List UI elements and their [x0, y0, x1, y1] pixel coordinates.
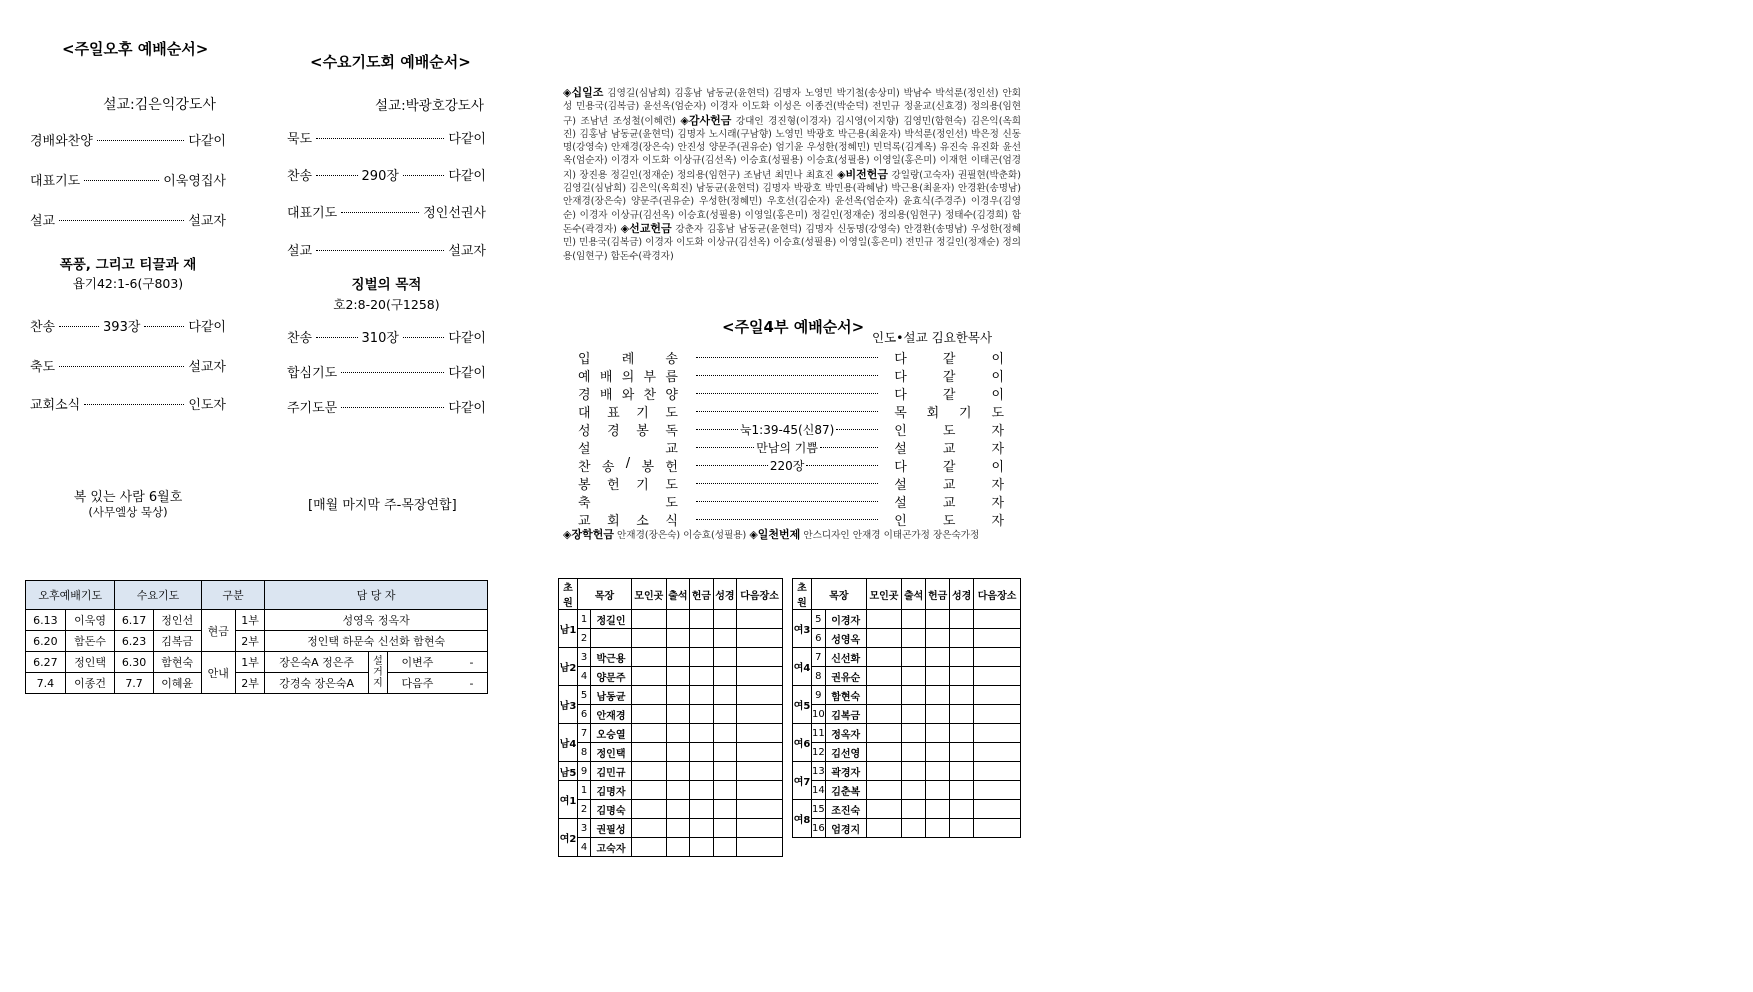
check-cell[interactable]: [950, 629, 974, 648]
table-row: 여7 13 곽경자: [793, 762, 1021, 781]
order-item: 설 교 만남의 기쁨 설 교 자: [578, 440, 1004, 457]
check-cell[interactable]: [666, 781, 690, 800]
check-cell[interactable]: [737, 743, 783, 762]
check-cell[interactable]: [666, 610, 690, 629]
scholarship-names: 안재경(장은숙) 이승효(성필용): [617, 530, 747, 541]
sunday-pm-sermon-ref: 욥기42:1-6(구803): [72, 276, 184, 291]
check-cell[interactable]: [902, 781, 926, 800]
check-cell[interactable]: [690, 781, 714, 800]
order-item: 예 배 의 부 름 다 같 이: [578, 369, 1004, 385]
table-row: 2 김명숙: [559, 800, 783, 819]
group-cell: 여4: [793, 648, 812, 686]
member-name: 정길인: [591, 610, 632, 629]
sunday4-leader: 인도•설교 김요한목사: [872, 330, 993, 345]
check-cell[interactable]: [666, 648, 690, 667]
check-cell[interactable]: [926, 762, 950, 781]
check-cell[interactable]: [974, 648, 1021, 667]
table-row: 8 권유순: [793, 667, 1021, 686]
order-item: 묵도 다같이: [287, 132, 486, 147]
member-name: 조진숙: [825, 800, 866, 819]
check-cell[interactable]: [666, 629, 690, 648]
check-cell[interactable]: [666, 819, 690, 838]
wednesday-sermon-ref: 호2:8-20(구1258): [333, 297, 440, 312]
group-usher: 안내: [201, 652, 235, 694]
check-cell[interactable]: [632, 705, 667, 724]
table-row: 여4 7 신선화: [793, 648, 1021, 667]
attendance-header: 출석: [666, 579, 690, 610]
check-cell[interactable]: [926, 819, 950, 838]
attendance-header: 목장: [812, 579, 867, 610]
order-item: 대표기도 정인선권사: [287, 206, 486, 221]
order-item: 찬 송 / 봉 헌 220장 다 같 이: [578, 455, 1004, 475]
check-cell[interactable]: [666, 667, 690, 686]
order-item: 경배와찬양 다같이: [30, 134, 226, 149]
check-cell[interactable]: [666, 705, 690, 724]
check-cell[interactable]: [974, 781, 1021, 800]
attendance-header: 성경: [950, 579, 974, 610]
check-cell[interactable]: [737, 686, 783, 705]
check-cell[interactable]: [737, 629, 783, 648]
check-cell[interactable]: [974, 629, 1021, 648]
table-row: 여5 9 함현숙: [793, 686, 1021, 705]
duty-schedule-table: [25, 580, 488, 694]
check-cell[interactable]: [974, 762, 1021, 781]
check-cell[interactable]: [713, 781, 737, 800]
attendance-header: 목장: [578, 579, 632, 610]
check-cell[interactable]: [737, 610, 783, 629]
check-cell[interactable]: [632, 781, 667, 800]
check-cell[interactable]: [737, 667, 783, 686]
member-name: 안재경: [591, 705, 632, 724]
check-cell[interactable]: [926, 667, 950, 686]
check-cell[interactable]: [902, 667, 926, 686]
table-row: 14 김춘복: [793, 781, 1021, 800]
check-cell[interactable]: [713, 610, 737, 629]
check-cell[interactable]: [902, 648, 926, 667]
member-name: 이경자: [825, 610, 866, 629]
check-cell[interactable]: [737, 762, 783, 781]
check-cell[interactable]: [690, 724, 714, 743]
check-cell[interactable]: [974, 610, 1021, 629]
group-cell: 남2: [559, 648, 578, 686]
table-row: 2: [559, 629, 783, 648]
member-name: 고숙자: [591, 838, 632, 857]
order-item: 교 회 소 식 인 도 자: [578, 513, 1004, 529]
check-cell[interactable]: [666, 724, 690, 743]
attendance-header: 다음장소: [737, 579, 783, 610]
check-cell[interactable]: [926, 648, 950, 667]
order-item: 주기도문 다같이: [287, 401, 486, 416]
offerings-extra: [563, 528, 1023, 542]
check-cell[interactable]: [690, 629, 714, 648]
group-cell: 남3: [559, 686, 578, 724]
check-cell[interactable]: [902, 819, 926, 838]
table-row: 7.4 이종건 7.7 이혜윤 2부 강경숙 장은숙A 다음주 -: [26, 673, 488, 694]
check-cell[interactable]: [690, 705, 714, 724]
header-afternoon-prayer: 오후예배기도: [26, 581, 115, 610]
thanks-names: 강대인 경진형(이경자) 김시영(이지향) 김영민(함현숙) 김은익(옥희진) 김홍남 남동균(윤현덕) 김명자 노시래(구남향) 노영민 박광호 박근용(최윤자) 박석룬(정인선) 박은정 신동명(강영숙) 안재경(장은숙) 안진성 양문주(권유순) 엄기윤 우성한(정혜민) 민덕록(김계옥) 유진숙 유진화 윤선옥(엄순자) 이경자 이도화 이상규(김선옥) 이승효(성필용) 이승효(성필용) 이영일(홍은미) 이재헌 이태곤(엄경지) 장진용 정길인(정재순) 정의용(임현구) 조남년 최민나 최효진: [563, 115, 1021, 181]
member-name: 김명자: [591, 781, 632, 800]
check-cell[interactable]: [666, 686, 690, 705]
check-cell[interactable]: [866, 610, 901, 629]
order-item: 설교 설교자: [30, 214, 226, 229]
attendance-header: 모인곳: [866, 579, 901, 610]
check-cell[interactable]: [866, 705, 901, 724]
check-cell[interactable]: [690, 648, 714, 667]
check-cell[interactable]: [713, 819, 737, 838]
check-cell[interactable]: [902, 762, 926, 781]
order-item: 찬송 393장 다같이: [30, 320, 226, 335]
header-wednesday-prayer: 수요기도: [115, 581, 201, 610]
thousand-label: ◈일천번제: [749, 528, 801, 541]
dishwashing-label: 설거지: [368, 652, 387, 694]
member-name: 박근용: [591, 648, 632, 667]
header-in-charge: 담 당 자: [265, 581, 488, 610]
check-cell[interactable]: [690, 838, 714, 857]
table-row: 4 고숙자: [559, 838, 783, 857]
tithe-names: 김영길(심남희) 김홍남 남동균(윤현덕) 김명자 노영민 박기철(송상미) 박남수 박석룬(정인선) 안회성 민용국(김복금) 윤선옥(엄순자) 이경자 이도화 이성은 이종건(박순덕) 전민규 정윤교(신효경) 정의용(임현구) 조남년 조성철(이혜련): [563, 88, 1021, 127]
table-row: 여6 11 정옥자: [793, 724, 1021, 743]
vision-names: 강일랑(고숙자) 권필현(박춘화) 김영길(심남희) 김은익(옥희진) 남동균(윤현덕) 김명자 박광호 박민용(곽혜남) 박근용(최윤자) 안경환(송명남) 안재경(장은숙) 양문주(권유순) 우성한(정혜민) 우호선(김순자) 윤선옥(엄순자) 윤효식(주경주) 이경우(김영순) 이경자 이상규(김선옥) 이승효(성필용) 이영일(홍은미) 정길인(정재순) 정의용(임현구) 정태수(김경희) 함돈수(곽경자): [563, 169, 1021, 235]
member-name: 엄경지: [825, 819, 866, 838]
table-row: 4 양문주: [559, 667, 783, 686]
sunday-pm-sermon-title: 폭풍, 그리고 티끌과 재: [59, 257, 197, 273]
wednesday-sermon-title: 징벌의 목적: [351, 277, 422, 293]
check-cell[interactable]: [950, 610, 974, 629]
offerings-list: [563, 86, 1021, 306]
order-item: 설교 설교자: [287, 244, 486, 259]
check-cell[interactable]: [950, 648, 974, 667]
check-cell[interactable]: [632, 800, 667, 819]
member-name: 양문주: [591, 667, 632, 686]
check-cell[interactable]: [866, 819, 901, 838]
table-row: 여2 3 권필성: [559, 819, 783, 838]
check-cell[interactable]: [690, 610, 714, 629]
check-cell[interactable]: [926, 610, 950, 629]
check-cell[interactable]: [632, 819, 667, 838]
check-cell[interactable]: [926, 629, 950, 648]
check-cell[interactable]: [690, 800, 714, 819]
mission-label: ◈선교헌금: [620, 221, 672, 235]
sunday-pm-title: <주일오후 예배순서>: [62, 40, 209, 58]
check-cell[interactable]: [950, 781, 974, 800]
check-cell[interactable]: [666, 743, 690, 762]
member-name: 김복금: [825, 705, 866, 724]
table-row: 10 김복금: [793, 705, 1021, 724]
member-name: 권필성: [591, 819, 632, 838]
check-cell[interactable]: [974, 686, 1021, 705]
check-cell[interactable]: [690, 686, 714, 705]
member-name: 김선영: [825, 743, 866, 762]
member-name: 김춘복: [825, 781, 866, 800]
sunday4-title: <주일4부 예배순서>: [722, 318, 865, 336]
check-cell[interactable]: [666, 838, 690, 857]
table-row: 여1 1 김명자: [559, 781, 783, 800]
attendance-header: 성경: [713, 579, 737, 610]
check-cell[interactable]: [974, 705, 1021, 724]
table-row: 12 김선영: [793, 743, 1021, 762]
member-name: [591, 629, 632, 648]
order-item: 축도 설교자: [30, 360, 226, 375]
order-item: 성 경 봉 독 눅1:39-45(신87) 인 도 자: [578, 422, 1004, 439]
attendance-header: 출석: [902, 579, 926, 610]
table-row: 여8 15 조진숙: [793, 800, 1021, 819]
order-item: 봉 헌 기 도 설 교 자: [578, 477, 1004, 493]
check-cell[interactable]: [632, 838, 667, 857]
check-cell[interactable]: [713, 686, 737, 705]
check-cell[interactable]: [950, 686, 974, 705]
check-cell[interactable]: [902, 743, 926, 762]
check-cell[interactable]: [902, 705, 926, 724]
check-cell[interactable]: [926, 724, 950, 743]
check-cell[interactable]: [632, 762, 667, 781]
member-name: 권유순: [825, 667, 866, 686]
group-cell: 남5: [559, 762, 578, 781]
table-row: 남1 1 정길인: [559, 610, 783, 629]
check-cell[interactable]: [974, 724, 1021, 743]
check-cell[interactable]: [950, 724, 974, 743]
member-name: 오승열: [591, 724, 632, 743]
check-cell[interactable]: [690, 743, 714, 762]
attendance-table-men: [558, 578, 783, 857]
group-cell: 여3: [793, 610, 812, 648]
sunday-pm-footer: 복 있는 사람 6월호: [73, 490, 183, 505]
thanks-label: ◈감사헌금: [680, 113, 732, 127]
table-row: 6.20 함돈수 6.23 김복금 2부 정인택 하문숙 신선화 함현숙: [26, 631, 488, 652]
member-name: 곽경자: [825, 762, 866, 781]
check-cell[interactable]: [950, 705, 974, 724]
check-cell[interactable]: [902, 610, 926, 629]
check-cell[interactable]: [690, 762, 714, 781]
check-cell[interactable]: [950, 819, 974, 838]
group-offering: 현금: [201, 610, 235, 652]
check-cell[interactable]: [737, 800, 783, 819]
check-cell[interactable]: [713, 648, 737, 667]
wednesday-title: <수요기도회 예배순서>: [310, 53, 471, 71]
table-row: 남3 5 남동균: [559, 686, 783, 705]
table-row: 남4 7 오승열: [559, 724, 783, 743]
check-cell[interactable]: [866, 781, 901, 800]
order-item: 대표기도 이욱영집사: [30, 174, 226, 189]
check-cell[interactable]: [737, 819, 783, 838]
member-name: 김명숙: [591, 800, 632, 819]
member-name: 정옥자: [825, 724, 866, 743]
check-cell[interactable]: [690, 667, 714, 686]
check-cell[interactable]: [866, 800, 901, 819]
tithe-label: ◈십일조: [563, 86, 604, 99]
check-cell[interactable]: [737, 838, 783, 857]
check-cell[interactable]: [713, 800, 737, 819]
check-cell[interactable]: [737, 705, 783, 724]
check-cell[interactable]: [926, 686, 950, 705]
sunday-pm-preacher: 설교:김은익강도사: [103, 97, 216, 113]
check-cell[interactable]: [632, 629, 667, 648]
check-cell[interactable]: [902, 629, 926, 648]
check-cell[interactable]: [950, 762, 974, 781]
check-cell[interactable]: [737, 781, 783, 800]
check-cell[interactable]: [866, 724, 901, 743]
mission-names: 강춘자 김홍남 남동균(윤현덕) 김명자 신동명(강영숙) 안경환(송명남) 우성한(정혜민) 민용국(김복금) 이경자 이도화 이상규(김선옥) 이승효(성필용) 이영일(홍은미) 전민규 정길인(정재순) 정의용(임현구) 함돈수(곽경자): [563, 223, 1021, 262]
check-cell[interactable]: [713, 743, 737, 762]
check-cell[interactable]: [632, 724, 667, 743]
group-cell: 남1: [559, 610, 578, 648]
check-cell[interactable]: [666, 800, 690, 819]
order-item: 대 표 기 도 목 회 기 도: [578, 405, 1004, 421]
vision-label: ◈비전헌금: [837, 167, 889, 181]
check-cell[interactable]: [866, 648, 901, 667]
table-row: 6 안재경: [559, 705, 783, 724]
table-row: 16 엄경지: [793, 819, 1021, 838]
check-cell[interactable]: [974, 743, 1021, 762]
member-name: 김민규: [591, 762, 632, 781]
check-cell[interactable]: [902, 800, 926, 819]
check-cell[interactable]: [866, 667, 901, 686]
table-row: 6.13 이욱영 6.17 정인선 현금 1부 성영옥 정옥자: [26, 610, 488, 631]
attendance-header: 초원: [793, 579, 812, 610]
check-cell[interactable]: [632, 743, 667, 762]
check-cell[interactable]: [632, 667, 667, 686]
check-cell[interactable]: [950, 743, 974, 762]
order-item: 찬송 290장 다같이: [287, 169, 486, 184]
order-item: 입 례 송 다 같 이: [578, 351, 1004, 367]
check-cell[interactable]: [974, 800, 1021, 819]
order-item: 축 도 설 교 자: [578, 495, 1004, 511]
table-row: 남5 9 김민규: [559, 762, 783, 781]
order-item: 찬송 310장 다같이: [287, 331, 486, 346]
member-name: 신선화: [825, 648, 866, 667]
check-cell[interactable]: [632, 610, 667, 629]
wednesday-footer: [매월 마지막 주-목장연합]: [308, 498, 457, 513]
header-section: 구분: [201, 581, 265, 610]
attendance-header: 초원: [559, 579, 578, 610]
check-cell[interactable]: [713, 762, 737, 781]
check-cell[interactable]: [866, 743, 901, 762]
scholarship-label: ◈장학헌금: [563, 528, 614, 541]
wednesday-preacher: 설교:박광호강도사: [375, 98, 484, 114]
table-row: 6.27 정인택 6.30 함현숙 안내 1부 장은숙A 정은주 설거지 이변주 -: [26, 652, 488, 673]
thousand-names: 안스디자인 안재경 이태곤가정 장은숙가정: [803, 530, 980, 541]
group-cell: 여1: [559, 781, 578, 819]
check-cell[interactable]: [902, 686, 926, 705]
check-cell[interactable]: [866, 762, 901, 781]
attendance-table-women: [792, 578, 1021, 838]
check-cell[interactable]: [713, 838, 737, 857]
attendance-header: 다음장소: [974, 579, 1021, 610]
table-row: 8 정인택: [559, 743, 783, 762]
member-name: 남동균: [591, 686, 632, 705]
check-cell[interactable]: [632, 686, 667, 705]
check-cell[interactable]: [950, 800, 974, 819]
check-cell[interactable]: [713, 667, 737, 686]
member-name: 정인택: [591, 743, 632, 762]
order-item: 합심기도 다같이: [287, 366, 486, 381]
group-cell: 여7: [793, 762, 812, 800]
order-item: 교회소식 인도자: [30, 398, 226, 413]
attendance-header: 헌금: [926, 579, 950, 610]
member-name: 성영옥: [825, 629, 866, 648]
table-row: 여3 5 이경자: [793, 610, 1021, 629]
group-cell: 여8: [793, 800, 812, 838]
check-cell[interactable]: [666, 762, 690, 781]
check-cell[interactable]: [690, 819, 714, 838]
sunday-pm-footer-sub: (사무엘상 묵상): [88, 505, 168, 519]
check-cell[interactable]: [902, 724, 926, 743]
check-cell[interactable]: [713, 724, 737, 743]
group-cell: 남4: [559, 724, 578, 762]
group-cell: 여6: [793, 724, 812, 762]
check-cell[interactable]: [974, 819, 1021, 838]
check-cell[interactable]: [713, 629, 737, 648]
check-cell[interactable]: [926, 705, 950, 724]
order-item: 경 배 와 찬 양 다 같 이: [578, 387, 1004, 403]
attendance-header: 헌금: [690, 579, 714, 610]
check-cell[interactable]: [632, 648, 667, 667]
check-cell[interactable]: [713, 705, 737, 724]
check-cell[interactable]: [926, 800, 950, 819]
table-row: 남2 3 박근용: [559, 648, 783, 667]
check-cell[interactable]: [974, 667, 1021, 686]
check-cell[interactable]: [926, 781, 950, 800]
check-cell[interactable]: [737, 648, 783, 667]
group-cell: 여2: [559, 819, 578, 857]
check-cell[interactable]: [866, 629, 901, 648]
check-cell[interactable]: [926, 743, 950, 762]
table-row: 6 성영옥: [793, 629, 1021, 648]
member-name: 함현숙: [825, 686, 866, 705]
check-cell[interactable]: [866, 686, 901, 705]
group-cell: 여5: [793, 686, 812, 724]
attendance-header: 모인곳: [632, 579, 667, 610]
check-cell[interactable]: [950, 667, 974, 686]
check-cell[interactable]: [737, 724, 783, 743]
